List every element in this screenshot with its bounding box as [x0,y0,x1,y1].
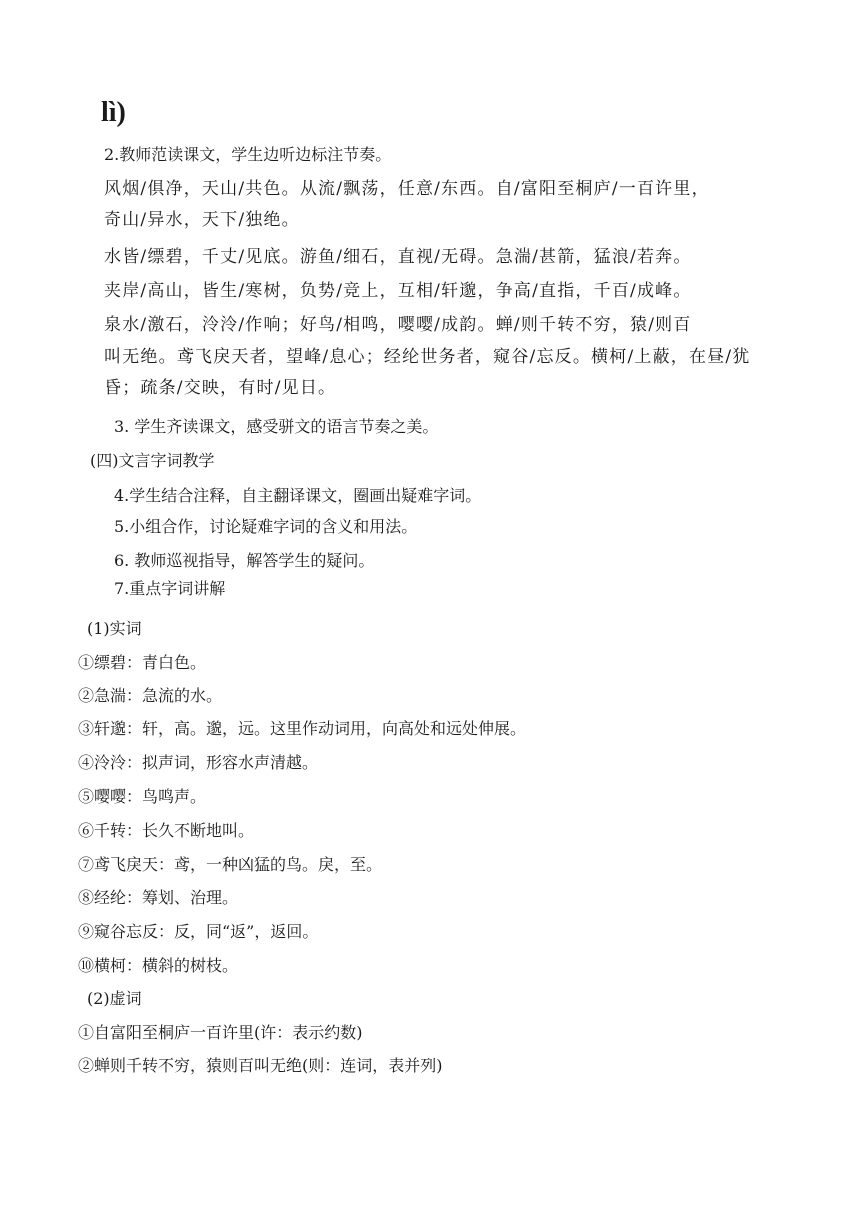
text-line-6: 叫无绝。鸢飞戾天者，望峰/息心；经纶世务者，窥谷/忘反。横柯/上蔽，在昼/犹 [104,347,751,367]
step-4-text: 4.学生结合注释，自主翻译课文，圈画出疑难字词。 [114,486,482,505]
list-item: ⑧经纶：筹划、治理。 [78,888,239,907]
text-line-7: 昏；疏条/交映，有时/见日。 [104,378,337,398]
list-item: ②急湍：急流的水。 [78,686,223,705]
subsection-content-words: (1)实词 [87,619,142,638]
list-item: ②蝉则千转不穷，猿则百叫无绝(则：连词，表并列) [78,1056,443,1075]
text-line-5: 泉水/激石，泠泠/作响；好鸟/相鸣，嘤嘤/成韵。蝉/则千转不穷，猿/则百 [104,315,692,335]
list-item: ①自富阳至桐庐一百许里(许：表示约数) [78,1023,363,1042]
list-item: ⑥千转：长久不断地叫。 [78,821,255,840]
text-line-3: 水皆/缥碧，千丈/见底。游鱼/细石，直视/无碍。急湍/甚箭，猛浪/若奔。 [104,247,692,267]
list-item: ①缥碧：青白色。 [78,653,207,672]
list-item: ⑦鸢飞戾天：鸢，一种凶猛的鸟。戾，至。 [78,855,383,874]
section-heading-4: (四)文言字词教学 [90,451,215,470]
step-7-text: 7.重点字词讲解 [114,579,226,598]
list-item: ③轩邈：轩，高。邈，远。这里作动词用，向高处和远处伸展。 [78,719,527,738]
step-2-text: 2.教师范读课文，学生边听边标注节奏。 [104,145,392,164]
list-item: ⑨窥谷忘反：反，同“返”，返回。 [78,922,319,941]
list-item: ⑤嘤嘤：鸟鸣声。 [78,787,207,806]
text-line-1: 风烟/俱净，天山/共色。从流/飘荡，任意/东西。自/富阳至桐庐/一百许里， [104,179,710,199]
subsection-function-words: (2)虚词 [87,989,142,1008]
text-line-2: 奇山/异水，天下/独绝。 [104,210,300,230]
step-3-text: 3. 学生齐读课文，感受骈文的语言节奏之美。 [114,417,439,436]
text-line-4: 夹岸/高山，皆生/寒树，负势/竞上，互相/轩邈，争高/直指，千百/成峰。 [104,281,692,301]
step-6-text: 6. 教师巡视指导，解答学生的疑问。 [114,551,375,570]
list-item: ⑩横柯：横斜的树枝。 [78,956,239,975]
step-5-text: 5.小组合作，讨论疑难字词的含义和用法。 [114,517,418,536]
list-item: ④泠泠：拟声词，形容水声清越。 [78,753,319,772]
pinyin-fragment: lì) [101,97,126,128]
